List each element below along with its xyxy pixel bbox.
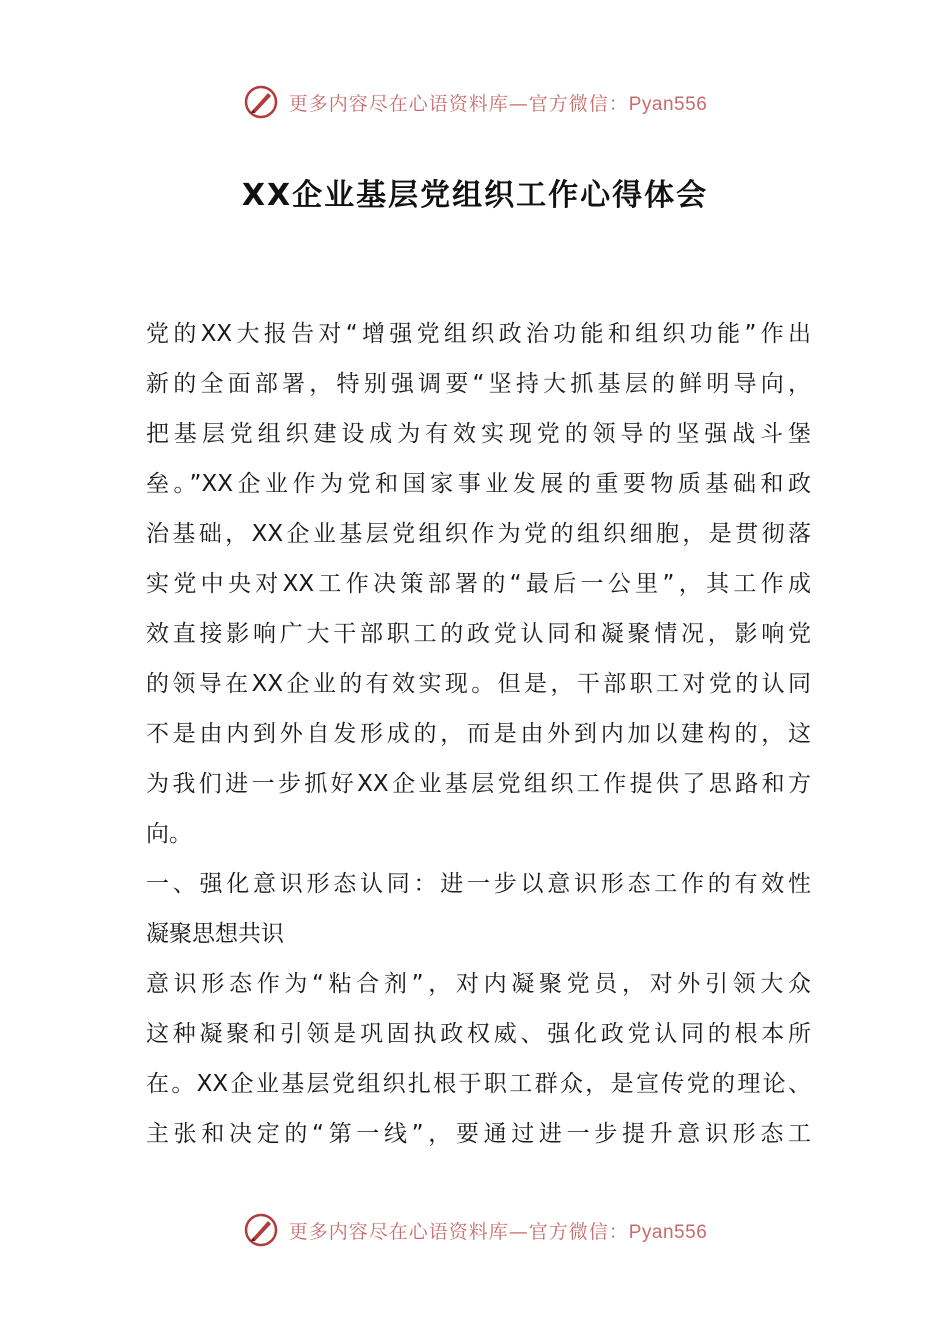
text-line: 的领导在XX企业的有效实现。但是，干部职工对党的认同: [146, 671, 811, 697]
text-line: 不是由内到外自发形成的，而是由外到内加以建构的，这: [146, 721, 811, 747]
header-watermark: [0, 82, 950, 122]
quill-pen-logo-icon: [243, 1212, 279, 1248]
document-title: XX企业基层党组织工作心得体会: [241, 178, 709, 213]
text-line: 新的全面部署，特别强调要“坚持大抓基层的鲜明导向，: [146, 371, 811, 397]
footer-watermark: [0, 1210, 950, 1250]
document-body: [146, 309, 811, 1159]
text-line: 主张和决定的“第一线”，要通过进一步提升意识形态工: [146, 1121, 811, 1147]
text-line: 向。: [146, 821, 192, 847]
text-line: 效直接影响广大干部职工的政党认同和凝聚情况，影响党: [146, 621, 811, 647]
text-line: 实党中央对XX工作决策部署的“最后一公里”，其工作成: [146, 571, 811, 597]
text-line: 凝聚思想共识: [146, 921, 284, 947]
text-line: 治基础，XX企业基层党组织作为党的组织细胞，是贯彻落: [146, 521, 811, 547]
text-line: 把基层党组织建设成为有效实现党的领导的坚强战斗堡: [146, 421, 811, 447]
text-line: 一、强化意识形态认同：进一步以意识形态工作的有效性: [146, 871, 811, 897]
text-line: 在。XX企业基层党组织扎根于职工群众，是宣传党的理论、: [146, 1071, 811, 1097]
text-line: 这种凝聚和引领是巩固执政权威、强化政党认同的根本所: [146, 1021, 811, 1047]
text-line: 意识形态作为“粘合剂”，对内凝聚党员，对外引领大众: [146, 971, 811, 997]
quill-pen-logo-icon: [243, 84, 279, 120]
watermark-text-bottom: 更多内容尽在心语资料库—官方微信：Pyan556: [288, 1220, 708, 1243]
text-line: 垒。”XX企业作为党和国家事业发展的重要物质基础和政: [146, 471, 811, 497]
watermark-text-top: 更多内容尽在心语资料库—官方微信：Pyan556: [288, 92, 708, 115]
text-line: 为我们进一步抓好XX企业基层党组织工作提供了思路和方: [146, 771, 811, 797]
text-line: 党的XX大报告对“增强党组织政治功能和组织功能”作出: [146, 321, 811, 347]
